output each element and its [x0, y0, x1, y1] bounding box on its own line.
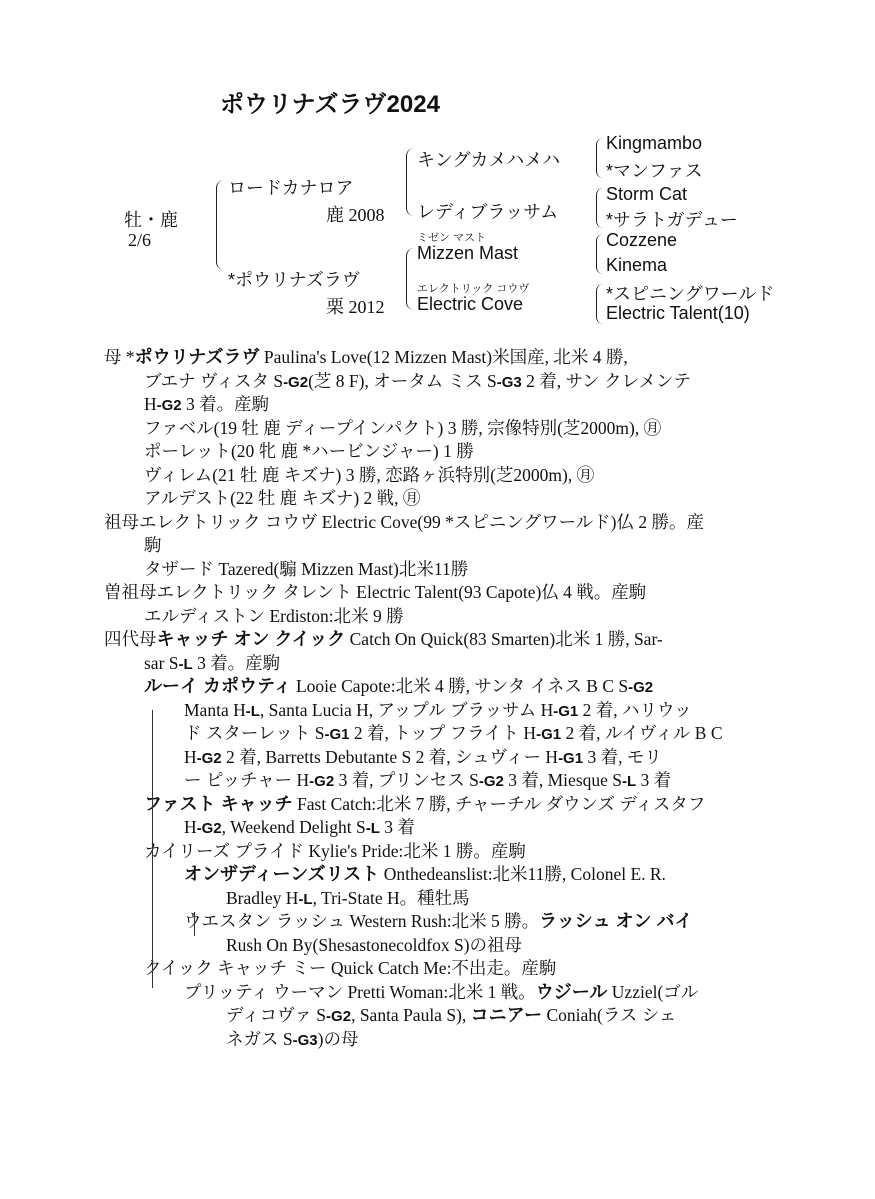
text-line: 祖母エレクトリック コウヴ Electric Cove(99 *スピニングワールド)仏 2 勝。産 — [104, 511, 704, 532]
birthday: 2/6 — [128, 230, 152, 250]
brace-gen1 — [216, 180, 225, 270]
text-line: ルーイ カポウティ Looie Capote:北米 4 勝, サンタ イネス B C S-G2 — [144, 676, 654, 696]
text-line: クイック キャッチ ミー Quick Catch Me:不出走。産駒 — [144, 958, 557, 978]
text-line: H-G2 3 着。産駒 — [144, 394, 270, 414]
text-line: ウエスタン ラッシュ Western Rush:北米 5 勝。ラッシュ オン バイ — [184, 911, 693, 931]
text-line: Bradley H-L, Tri-State H。種牡馬 — [226, 887, 470, 908]
text-line: H-G2 2 着, Barretts Debutante S 2 着, シュヴィー H-G1 3 着, モリ — [184, 746, 662, 767]
text-line: カイリーズ プライド Kylie's Pride:北米 1 勝。産駒 — [144, 840, 526, 861]
dd-dam: Electric Talent(10) — [606, 303, 750, 323]
brace-sd — [596, 188, 603, 228]
dam-sire: Mizzen Mast — [417, 243, 519, 263]
ds-sire: Cozzene — [606, 230, 678, 250]
text-line: アルデスト(22 牡 鹿 キズナ) 2 戦, ㊊ — [144, 488, 421, 508]
text-line: Manta H-L, Santa Lucia H, アップル ブラッサム H-G1 2 着, ハリウッ — [184, 699, 692, 720]
page-title: ポウリナズラヴ2024 — [220, 91, 440, 118]
text-line: 四代母キャッチ オン クイック Catch On Quick(83 Smarten)北米 1 勝, Sar- — [104, 629, 663, 649]
sire-sire: キングカメハメハ — [417, 150, 561, 170]
text-line: ポーレット(20 牝 鹿 *ハービンジャー) 1 勝 — [144, 441, 474, 461]
sire-name: ロードカナロア — [228, 178, 354, 198]
dam-info: 栗 2012 — [326, 297, 385, 317]
text-line: ディコヴァ S-G2, Santa Paula S), コニアー Coniah(ラス シェ — [226, 1005, 677, 1025]
text-line: 母 *ポウリナズラヴ Paulina's Love(12 Mizzen Mast)米国産, 北米 4 勝, — [104, 347, 628, 367]
tree-line-fast — [152, 840, 153, 864]
family-section — [104, 346, 780, 1051]
brace-dam — [406, 248, 414, 310]
brace-dd — [596, 284, 603, 324]
text-line: ド スターレット S-G1 2 着, トップ フライト H-G1 2 着, ルイヴィル B C — [184, 723, 723, 743]
text-line: H-G2, Weekend Delight S-L 3 着 — [184, 817, 415, 837]
text-line: ファベル(19 牡 鹿 ディープインパクト) 3 勝, 宗像特別(芝2000m), ㊊ — [144, 417, 662, 438]
text-line: オンザディーンズリスト Onthedeanslist:北米11勝, Colonel E. R. — [184, 864, 666, 884]
ss-dam: *マンファス — [606, 161, 703, 181]
tree-line-looie — [152, 716, 153, 810]
dd-sire: *スピニングワールド — [606, 284, 775, 304]
text-line: タザード Tazered(騸 Mizzen Mast)北米11勝 — [144, 558, 469, 579]
text-line: Rush On By(Shesastonecoldfox S)の祖母 — [226, 934, 523, 955]
tree-line-onthedeanslist — [194, 912, 195, 936]
text-line: 駒 — [144, 535, 162, 555]
text-line: ヴィレム(21 牡 鹿 キズナ) 3 勝, 恋路ヶ浜特別(芝2000m), ㊊ — [144, 464, 595, 485]
brace-sire — [406, 148, 414, 216]
dam-dam: Electric Cove — [417, 294, 524, 314]
text-line: 曽祖母エレクトリック タレント Electric Talent(93 Capote)仏 4 戦。産駒 — [104, 582, 647, 602]
sire-info: 鹿 2008 — [326, 205, 385, 225]
sd-dam: *サラトガデュー — [606, 210, 738, 230]
dam-name: *ポウリナズラヴ — [228, 270, 360, 290]
text-line: ファスト キャッチ Fast Catch:北米 7 勝, チャーチル ダウンズ ディスタフ — [144, 793, 706, 814]
ss-sire: Kingmambo — [606, 133, 703, 153]
text-line: プリッティ ウーマン Pretti Woman:北米 1 戦。ウジール Uzziel(ゴル — [184, 981, 699, 1002]
sire-dam: レディブラッサム — [417, 202, 559, 222]
sd-sire: Storm Cat — [606, 184, 688, 204]
text-line: sar S-L 3 着。産駒 — [144, 652, 281, 673]
ds-dam: Kinema — [606, 255, 668, 275]
text-line: ブエナ ヴィスタ S-G2(芝 8 F), オータム ミス S-G3 2 着, サン クレメンテ — [144, 370, 691, 391]
brace-ds — [596, 234, 603, 274]
sex-color: 牡・鹿 — [124, 210, 178, 230]
text-line: ー ピッチャー H-G2 3 着, プリンセス S-G2 3 着, Miesque S-L 3 着 — [184, 770, 672, 790]
brace-ss — [596, 138, 603, 178]
text-line: エルディストン Erdiston:北米 9 勝 — [144, 605, 404, 626]
dam-dam-kana: エレクトリック コウヴ — [417, 283, 530, 295]
text-line: ネガス S-G3)の母 — [226, 1028, 359, 1049]
dam-sire-kana: ミゼン マスト — [417, 232, 487, 244]
